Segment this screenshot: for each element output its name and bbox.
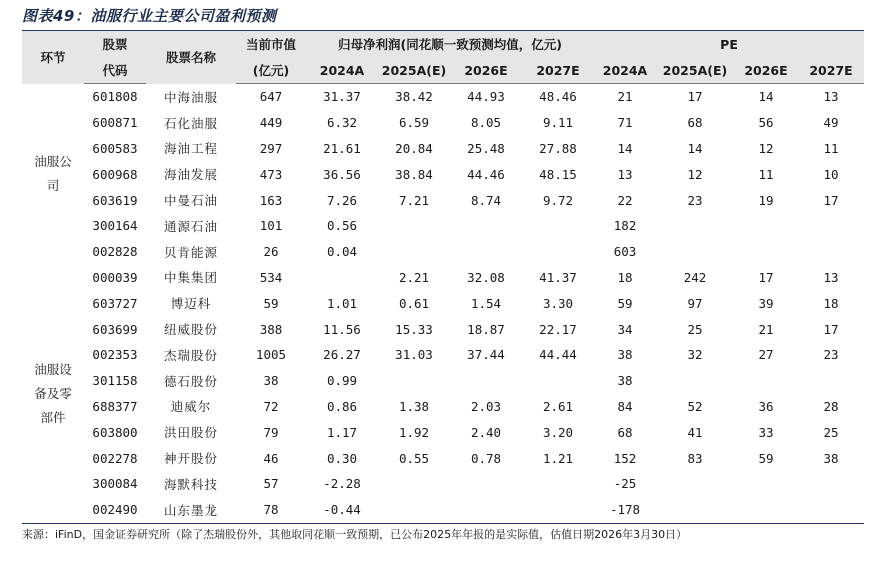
- market-cap-cell: 473: [259, 166, 283, 182]
- table-body: [22, 84, 864, 524]
- profit-2024-cell: -2.28: [323, 476, 361, 492]
- profit-2025-cell: 38.42: [395, 89, 433, 105]
- pe-2027-cell: 25: [823, 424, 839, 440]
- header-profit-2026: 2026E: [450, 57, 522, 84]
- stock-name-cell: 洪田股份: [163, 425, 218, 441]
- table-row: [22, 239, 864, 265]
- profit-2026-cell: 44.46: [467, 166, 505, 182]
- segment-label-line: 司: [46, 178, 60, 194]
- table-row: [22, 161, 864, 187]
- stock-code-cell: 601808: [92, 89, 138, 105]
- segment-label-line: 油服设: [34, 361, 72, 377]
- table-row: [22, 316, 864, 342]
- profit-2025-cell: 1.92: [398, 424, 430, 440]
- profit-2026-cell: 8.05: [470, 115, 502, 131]
- profit-2025-cell: [378, 497, 450, 523]
- header-segment: 环节: [22, 31, 84, 84]
- market-cap-cell: 72: [263, 398, 279, 414]
- profit-2024-cell: -0.44: [306, 497, 378, 523]
- pe-2024-cell: 34: [617, 321, 633, 337]
- pe-2027-cell: [798, 239, 864, 265]
- profit-2025-cell: 1.38: [398, 398, 430, 414]
- stock-code-cell: 603699: [92, 321, 138, 337]
- profit-2026-cell: 0.78: [470, 450, 502, 466]
- table-row: [22, 497, 864, 523]
- profit-2025-cell: 15.33: [395, 321, 433, 337]
- profit-2025-cell: 31.03: [395, 347, 433, 363]
- stock-code-cell: 300084: [92, 476, 138, 492]
- earnings-forecast-table: [22, 30, 864, 524]
- stock-name-cell: 贝肯能源: [163, 244, 218, 260]
- table-row: [22, 368, 864, 394]
- pe-2024-cell: 38: [617, 347, 633, 363]
- pe-2024-cell: 71: [617, 115, 633, 131]
- header-code-line1: 股票: [84, 31, 146, 58]
- pe-2027-cell: 38: [823, 450, 839, 466]
- profit-2027-cell: 9.72: [542, 192, 574, 208]
- header-mcap-line1: 当前市值: [236, 31, 306, 58]
- profit-2027-cell: 3.30: [542, 295, 574, 311]
- stock-name-cell: 德石股份: [163, 373, 218, 389]
- table-row: [22, 419, 864, 445]
- table-row: [22, 187, 864, 213]
- profit-2027-cell: 41.37: [539, 269, 577, 285]
- market-cap-cell: 59: [263, 295, 279, 311]
- stock-name-cell: 中曼石油: [163, 193, 218, 209]
- market-cap-cell: 1005: [255, 347, 287, 363]
- pe-2026-cell: [734, 239, 798, 265]
- table-row: [22, 342, 864, 368]
- profit-2024-cell: 1.01: [326, 295, 358, 311]
- profit-2026-cell: 25.48: [467, 140, 505, 156]
- stock-code-cell: 603619: [92, 192, 138, 208]
- profit-2026-cell: 32.08: [467, 269, 505, 285]
- stock-code-cell: 002353: [92, 347, 138, 363]
- stock-name-cell: 海默科技: [163, 476, 218, 492]
- stock-code-cell: 000039: [92, 269, 138, 285]
- header-pe-2027: 2027E: [798, 57, 864, 84]
- pe-2026-cell: [734, 213, 798, 239]
- profit-2026-cell: 8.74: [470, 192, 502, 208]
- profit-2025-cell: 0.55: [398, 450, 430, 466]
- pe-2024-cell: 84: [617, 398, 633, 414]
- pe-2024-cell: 603: [613, 244, 637, 260]
- profit-2024-cell: 11.56: [323, 321, 361, 337]
- profit-2024-cell: 0.99: [326, 373, 358, 389]
- pe-2025-cell: 23: [687, 192, 703, 208]
- profit-2027-cell: 9.11: [542, 115, 574, 131]
- profit-2025-cell: 38.84: [395, 166, 433, 182]
- source-note: 来源：iFinD，国金证券研究所（除了杰瑞股份外，其他取同花顺一致预期，已公布2025年年报的是实际值，估值日期2026年3月30日）: [22, 528, 688, 541]
- stock-code-cell: 688377: [92, 398, 138, 414]
- market-cap-cell: 57: [263, 476, 279, 492]
- table-row: [22, 84, 864, 110]
- stock-name-cell: 迪威尔: [170, 399, 212, 415]
- profit-2027-cell: 48.46: [539, 89, 577, 105]
- profit-2025-cell: [378, 213, 450, 239]
- pe-2025-cell: [656, 368, 734, 394]
- figure-title: 图表49：油服行业主要公司盈利预测: [22, 7, 277, 25]
- stock-name-cell: 海油工程: [163, 141, 218, 157]
- profit-2024-cell: 21.61: [323, 140, 361, 156]
- pe-2024-cell: 152: [613, 450, 637, 466]
- pe-2024-cell: 14: [617, 140, 633, 156]
- profit-2027-cell: [522, 368, 594, 394]
- earnings-forecast-table-container: [22, 30, 864, 524]
- market-cap-cell: 647: [259, 89, 283, 105]
- pe-2027-cell: [798, 368, 864, 394]
- stock-code-cell: 300164: [92, 218, 138, 234]
- profit-2027-cell: 27.88: [539, 140, 577, 156]
- profit-2024-cell: 6.32: [326, 115, 358, 131]
- pe-2025-cell: 52: [687, 398, 703, 414]
- pe-2024-cell: 22: [617, 192, 633, 208]
- header-pe-group: PE: [594, 31, 864, 58]
- profit-2027-cell: 2.61: [542, 398, 574, 414]
- pe-2025-cell: 68: [687, 115, 703, 131]
- pe-2024-cell: -25: [613, 476, 637, 492]
- header-profit-2027: 2027E: [522, 57, 594, 84]
- profit-2026-cell: [450, 239, 522, 265]
- stock-code-cell: 603800: [92, 424, 138, 440]
- profit-2024-cell: [306, 265, 378, 291]
- pe-2027-cell: [798, 497, 864, 523]
- table-row: [22, 136, 864, 162]
- pe-2026-cell: [734, 368, 798, 394]
- market-cap-cell: 534: [259, 269, 283, 285]
- pe-2027-cell: [798, 213, 864, 239]
- table-row: [22, 213, 864, 239]
- header-pe-2024: 2024A: [594, 57, 656, 84]
- profit-2027-cell: [522, 471, 594, 497]
- pe-2025-cell: 242: [683, 269, 707, 285]
- pe-2025-cell: 17: [687, 89, 703, 105]
- profit-2026-cell: 2.03: [470, 398, 502, 414]
- pe-2026-cell: 36: [758, 398, 774, 414]
- segment-label-line: 油服公: [34, 154, 72, 170]
- profit-2024-cell: 0.30: [326, 450, 358, 466]
- profit-2026-cell: 44.93: [467, 89, 505, 105]
- profit-2026-cell: [450, 471, 522, 497]
- pe-2027-cell: 11: [823, 140, 839, 156]
- pe-2026-cell: 33: [758, 424, 774, 440]
- stock-code-cell: 600583: [92, 140, 138, 156]
- header-pe-2026: 2026E: [734, 57, 798, 84]
- pe-2026-cell: 17: [758, 269, 774, 285]
- stock-name-cell: 山东墨龙: [146, 497, 236, 523]
- pe-2024-cell: 21: [617, 89, 633, 105]
- pe-2027-cell: 17: [823, 192, 839, 208]
- pe-2026-cell: 27: [758, 347, 774, 363]
- pe-2025-cell: 12: [687, 166, 703, 182]
- profit-2026-cell: [450, 497, 522, 523]
- pe-2026-cell: 56: [758, 115, 774, 131]
- pe-2025-cell: 25: [687, 321, 703, 337]
- profit-2024-cell: 7.26: [326, 192, 358, 208]
- stock-name-cell: 中海油服: [163, 89, 218, 105]
- pe-2024-cell: 182: [613, 218, 637, 234]
- stock-code-cell: 002828: [92, 244, 138, 260]
- profit-2026-cell: [450, 368, 522, 394]
- pe-2026-cell: 21: [758, 321, 774, 337]
- pe-2024-cell: 18: [617, 269, 633, 285]
- header-pe-2025: 2025A(E): [656, 57, 734, 84]
- market-cap-cell: 26: [263, 244, 279, 260]
- profit-2024-cell: 36.56: [323, 166, 361, 182]
- stock-code-cell: 002278: [92, 450, 138, 466]
- pe-2025-cell: 83: [687, 450, 703, 466]
- profit-2024-cell: 1.17: [326, 424, 358, 440]
- pe-2024-cell: 13: [617, 166, 633, 182]
- stock-code-cell: 301158: [92, 373, 138, 389]
- profit-2026-cell: 18.87: [467, 321, 505, 337]
- segment-label-line: 备及零: [34, 385, 72, 401]
- table-row: [22, 265, 864, 291]
- profit-2024-cell: 0.86: [326, 398, 358, 414]
- market-cap-cell: 79: [263, 424, 279, 440]
- table-row: [22, 445, 864, 471]
- header-code-line2: 代码: [84, 57, 146, 84]
- profit-2024-cell: 26.27: [323, 347, 361, 363]
- pe-2027-cell: 13: [823, 269, 839, 285]
- header-row-1: [22, 31, 864, 58]
- pe-2026-cell: 12: [758, 140, 774, 156]
- stock-code-cell: 600968: [92, 166, 138, 182]
- pe-2024-cell: 38: [617, 373, 633, 389]
- pe-2024-cell: 59: [617, 295, 633, 311]
- profit-2025-cell: 2.21: [398, 269, 430, 285]
- profit-2027-cell: [522, 497, 594, 523]
- pe-2027-cell: 49: [823, 115, 839, 131]
- table-row: [22, 394, 864, 420]
- profit-2024-cell: 31.37: [323, 89, 361, 105]
- header-mcap-line2: (亿元): [236, 57, 306, 84]
- stock-code-cell: 600871: [92, 115, 138, 131]
- pe-2026-cell: [734, 471, 798, 497]
- table-row: [22, 471, 864, 497]
- pe-2026-cell: 39: [758, 295, 774, 311]
- profit-2027-cell: [522, 239, 594, 265]
- profit-2027-cell: 44.44: [539, 347, 577, 363]
- profit-2024-cell: 0.56: [326, 218, 358, 234]
- profit-2025-cell: 6.59: [398, 115, 430, 131]
- market-cap-cell: 297: [259, 140, 283, 156]
- profit-2026-cell: [450, 213, 522, 239]
- profit-2025-cell: [378, 239, 450, 265]
- market-cap-cell: 101: [259, 218, 283, 234]
- stock-code-cell: 603727: [92, 295, 138, 311]
- pe-2027-cell: 17: [823, 321, 839, 337]
- stock-name-cell: 杰瑞股份: [163, 347, 218, 363]
- segment-label-cell: [22, 84, 84, 265]
- pe-2027-cell: 28: [823, 398, 839, 414]
- pe-2024-cell: 68: [617, 424, 633, 440]
- stock-name-cell: 纽威股份: [163, 322, 218, 338]
- segment-label-cell: [22, 265, 84, 523]
- pe-2027-cell: [798, 471, 864, 497]
- pe-2025-cell: 97: [687, 295, 703, 311]
- pe-2025-cell: [656, 497, 734, 523]
- profit-2025-cell: 7.21: [398, 192, 430, 208]
- stock-name-cell: 博迈科: [170, 296, 212, 312]
- profit-2026-cell: 1.54: [470, 295, 502, 311]
- stock-name-cell: 神开股份: [163, 451, 218, 467]
- header-profit-2024: 2024A: [306, 57, 378, 84]
- header-name: 股票名称: [146, 31, 236, 84]
- profit-2026-cell: 2.40: [470, 424, 502, 440]
- market-cap-cell: 163: [259, 192, 283, 208]
- pe-2025-cell: 32: [687, 347, 703, 363]
- table-row: [22, 290, 864, 316]
- pe-2027-cell: 23: [823, 347, 839, 363]
- pe-2027-cell: 13: [823, 89, 839, 105]
- pe-2026-cell: [734, 497, 798, 523]
- stock-name-cell: 石化油服: [163, 115, 218, 131]
- market-cap-cell: 78: [236, 497, 306, 523]
- header-profit-group: 归母净利润(同花顺一致预测均值，亿元): [306, 31, 594, 58]
- market-cap-cell: 449: [259, 115, 283, 131]
- profit-2027-cell: 3.20: [542, 424, 574, 440]
- market-cap-cell: 38: [263, 373, 279, 389]
- profit-2025-cell: [378, 471, 450, 497]
- segment-label-line: 部件: [40, 409, 66, 425]
- pe-2025-cell: 14: [687, 140, 703, 156]
- pe-2025-cell: 41: [687, 424, 703, 440]
- profit-2027-cell: 22.17: [539, 321, 577, 337]
- market-cap-cell: 388: [259, 321, 283, 337]
- pe-2027-cell: 18: [823, 295, 839, 311]
- pe-2027-cell: 10: [823, 166, 839, 182]
- pe-2026-cell: 19: [758, 192, 774, 208]
- profit-2025-cell: 20.84: [395, 140, 433, 156]
- pe-2026-cell: 14: [758, 89, 774, 105]
- profit-2027-cell: 48.15: [539, 166, 577, 182]
- header-profit-2025: 2025A(E): [378, 57, 450, 84]
- profit-2027-cell: [522, 213, 594, 239]
- stock-name-cell: 通源石油: [163, 218, 218, 234]
- stock-name-cell: 海油发展: [163, 167, 218, 183]
- table-row: [22, 110, 864, 136]
- stock-name-cell: 中集集团: [163, 270, 218, 286]
- pe-2025-cell: [656, 239, 734, 265]
- market-cap-cell: 46: [263, 450, 279, 466]
- pe-2026-cell: 59: [758, 450, 774, 466]
- profit-2024-cell: 0.04: [326, 244, 358, 260]
- profit-2027-cell: 1.21: [542, 450, 574, 466]
- profit-2025-cell: [378, 368, 450, 394]
- profit-2026-cell: 37.44: [467, 347, 505, 363]
- table-header: [22, 31, 864, 84]
- pe-2025-cell: [656, 213, 734, 239]
- profit-2025-cell: 0.61: [398, 295, 430, 311]
- pe-2026-cell: 11: [758, 166, 774, 182]
- pe-2025-cell: [656, 471, 734, 497]
- pe-2024-cell: -178: [594, 497, 656, 523]
- stock-code-cell: 002490: [84, 497, 146, 523]
